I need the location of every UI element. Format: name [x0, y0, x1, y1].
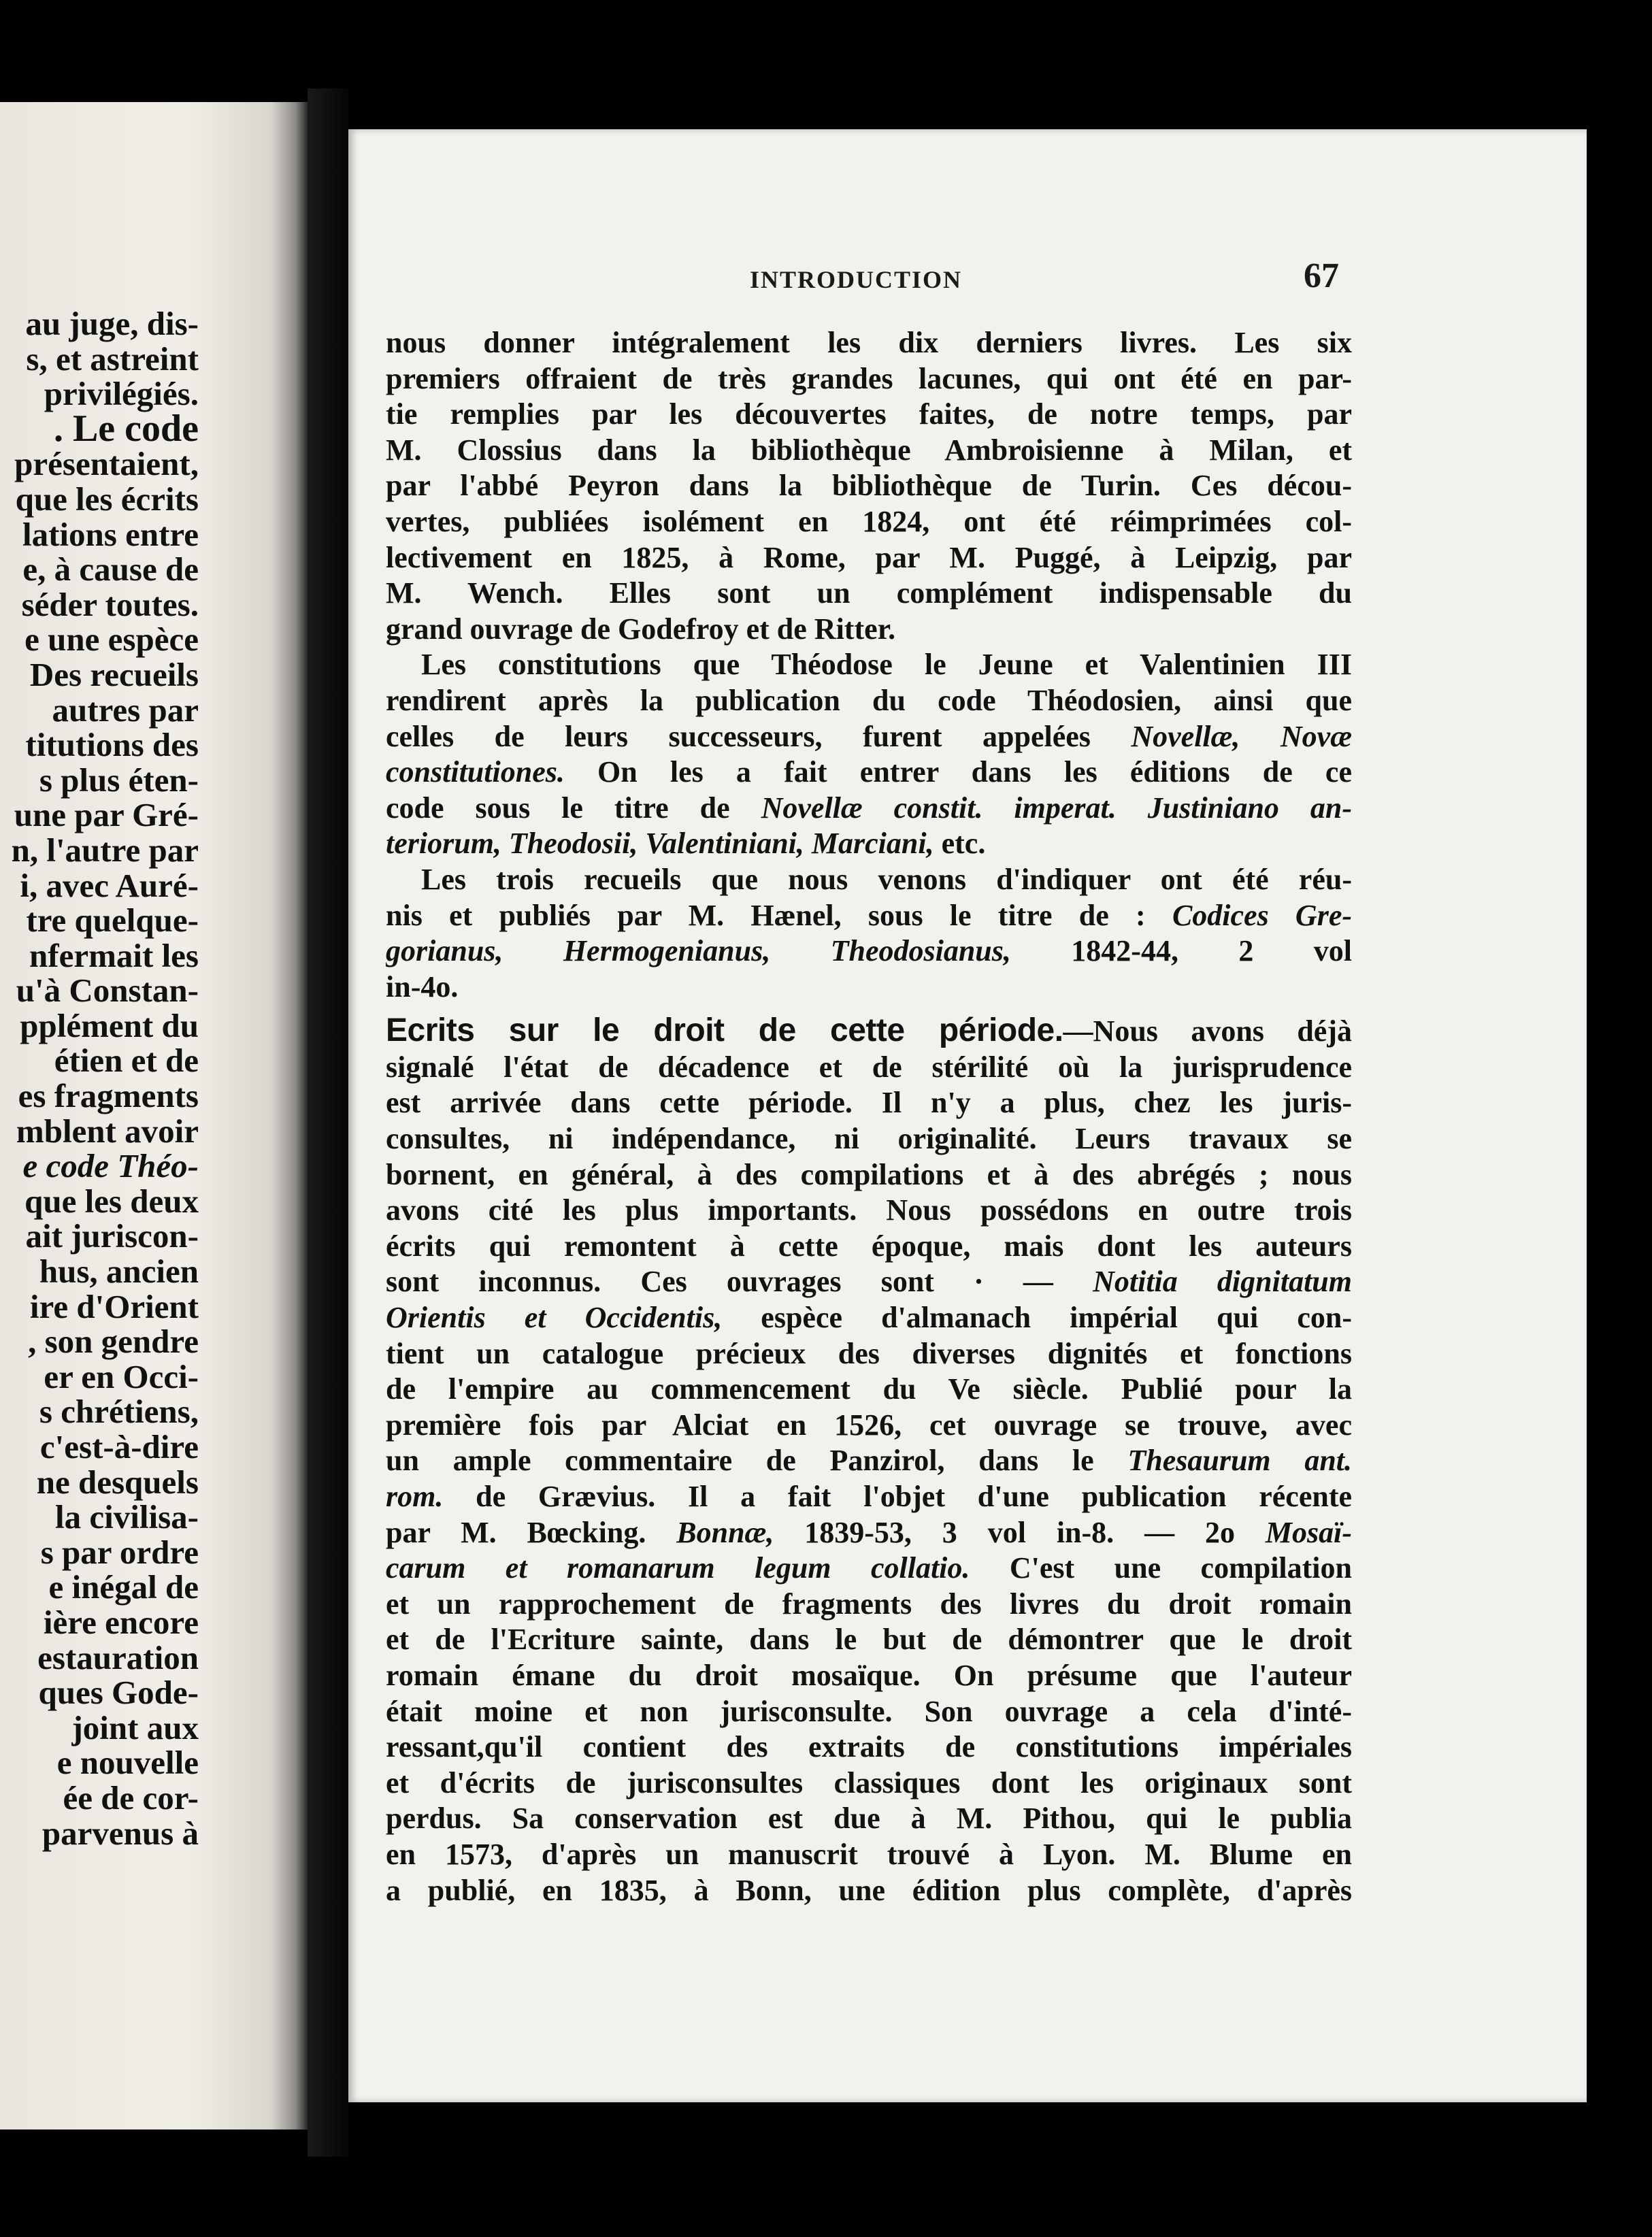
left-line: que les écrits — [15, 480, 199, 518]
text-line: Les constitutions que Théodose le Jeune et Valentinien III — [421, 648, 1352, 682]
text-line: et de l'Ecriture sainte, dans le but de démontrer que le droit — [386, 1623, 1352, 1657]
text-run: de Grævius. Il a fait l'objet d'une publication récente — [443, 1480, 1352, 1513]
left-line: s, et astreint — [26, 339, 199, 378]
left-line: privilégiés. — [44, 375, 199, 413]
left-line: hus, ancien — [39, 1253, 199, 1291]
paragraph-4 — [386, 1013, 1352, 1908]
text-line: romain émane du droit mosaïque. On présume que l'auteur — [386, 1658, 1352, 1692]
text-line: de l'empire au commencement du Ve siècle. Publié pour la — [386, 1372, 1352, 1406]
left-line: estauration — [37, 1638, 199, 1676]
page-number: 67 — [1304, 256, 1339, 295]
left-line: s plus éten- — [39, 761, 199, 799]
left-line: ire d'Orient — [29, 1287, 199, 1325]
left-line: e inégal de — [48, 1568, 199, 1606]
text-line: avons cité les plus importants. Nous possédons en outre trois — [386, 1193, 1352, 1227]
paragraph-3 — [386, 862, 1352, 1005]
italic-run: constitutiones. — [386, 755, 565, 789]
left-line: présentaient, — [14, 445, 199, 483]
left-line: e une espèce — [24, 620, 199, 659]
running-head: INTRODUCTION — [750, 266, 963, 293]
left-line: ne desquels — [36, 1463, 199, 1501]
left-line: titutions des — [25, 726, 199, 764]
text-run: code sous le titre de — [386, 791, 761, 825]
text-line — [386, 1264, 1352, 1300]
italic-run: Codices Gre- — [1172, 898, 1352, 932]
left-line: joint aux — [71, 1708, 199, 1746]
left-line: i, avec Auré- — [20, 866, 199, 904]
left-line: tre quelque- — [26, 901, 199, 940]
left-line: e nouvelle — [56, 1744, 199, 1782]
left-line: u'à Constan- — [16, 972, 199, 1010]
left-line: ait juriscon- — [25, 1217, 199, 1255]
left-line: mblent avoir — [16, 1112, 199, 1150]
left-line: étien et de — [54, 1042, 199, 1080]
text-line — [386, 719, 1352, 755]
left-line: s par ordre — [40, 1533, 199, 1571]
left-line: , son gendre — [28, 1323, 199, 1361]
left-line: e, à cause de — [22, 550, 199, 589]
text-line — [386, 826, 1352, 862]
text-line — [386, 1013, 1352, 1050]
italic-run: Novellæ constit. imperat. Justiniano an- — [761, 791, 1352, 825]
italic-run: gorianus, Hermogenianus, Theodosianus, — [386, 934, 1011, 968]
left-line: séder toutes. — [21, 585, 199, 623]
text-run: sont inconnus. Ces ouvrages sont · — — [386, 1265, 1093, 1299]
paragraph-2 — [386, 647, 1352, 862]
text-line: et d'écrits de jurisconsultes classiques dont les originaux sont — [386, 1766, 1352, 1800]
text-run: On les a fait entrer dans les éditions de ce — [564, 755, 1352, 789]
left-line: s chrétiens, — [39, 1393, 199, 1431]
previous-page-text — [0, 306, 199, 1851]
text-run: espèce d'almanach impérial qui con- — [722, 1301, 1352, 1335]
text-run: par M. Bœcking. — [386, 1515, 677, 1549]
text-line: en 1573, d'après un manuscrit trouvé à Lyon. M. Blume en — [386, 1837, 1352, 1871]
previous-page-fragment — [0, 102, 308, 2130]
text-line: M. Clossius dans la bibliothèque Ambroisienne à Milan, et — [386, 433, 1352, 467]
book-page — [348, 129, 1587, 2102]
italic-run: Mosaï- — [1265, 1515, 1352, 1549]
left-line: es fragments — [18, 1077, 199, 1115]
left-line: Des recueils — [29, 655, 199, 693]
text-line: première fois par Alciat en 1526, cet ouvrage se trouve, avec — [386, 1408, 1352, 1442]
text-line: rendirent après la publication du code Théodosien, ainsi que — [386, 683, 1352, 717]
text-line — [386, 1300, 1352, 1336]
left-line: la civilisa- — [55, 1498, 199, 1536]
text-run: C'est une compilation — [970, 1551, 1352, 1585]
text-line: nous donner intégralement les dix derniers livres. Les six — [386, 326, 1352, 359]
text-run: 1842-44, 2 vol — [1010, 934, 1352, 968]
text-line: tient un catalogue précieux des diverses dignités et fonctions — [386, 1336, 1352, 1370]
text-run: —Nous avons déjà — [1063, 1014, 1352, 1048]
text-line — [386, 1479, 1352, 1515]
text-line: in-4o. — [386, 970, 459, 1004]
text-run: etc. — [934, 827, 986, 861]
text-line: Les trois recueils que nous venons d'indiquer ont été réu- — [421, 862, 1352, 896]
text-run: nis et publiés par M. Hænel, sous le titre de : — [386, 898, 1172, 932]
left-line: c'est-à-dire — [39, 1428, 199, 1465]
text-line: lectivement en 1825, à Rome, par M. Puggé, à Leipzig, par — [386, 540, 1352, 574]
paragraph-1 — [386, 325, 1352, 647]
left-line: ques Gode- — [38, 1674, 199, 1712]
left-line: nfermait les — [29, 936, 199, 974]
text-line: signalé l'état de décadence et de stérilité où la jurisprudence — [386, 1050, 1352, 1084]
text-line: écrits qui remontent à cette époque, mais dont les auteurs — [386, 1229, 1352, 1263]
text-line: était moine et non jurisconsulte. Son ouvrage a cela d'inté- — [386, 1694, 1352, 1728]
page-body — [386, 325, 1352, 1908]
left-line: n, l'autre par — [11, 831, 199, 869]
left-line: une par Gré- — [14, 796, 199, 834]
text-line — [386, 1515, 1352, 1551]
text-line: vertes, publiées isolément en 1824, ont été réimprimées col- — [386, 504, 1352, 538]
left-line: ière encore — [43, 1603, 199, 1641]
text-line: premiers offraient de très grandes lacunes, qui ont été en par- — [386, 361, 1352, 395]
text-line: M. Wench. Elles sont un complément indispensable du — [386, 576, 1352, 610]
text-line — [386, 791, 1352, 827]
italic-run: Thesaurum ant. — [1127, 1444, 1352, 1478]
text-line — [386, 898, 1352, 934]
italic-run: Notitia dignitatum — [1093, 1265, 1352, 1299]
left-line: lations entre — [22, 515, 199, 553]
italic-run: teriorum, Theodosii, Valentiniani, Marciani, — [386, 827, 934, 861]
book-gutter — [308, 88, 348, 2157]
text-line: a publié, en 1835, à Bonn, une édition plus complète, d'après — [386, 1873, 1352, 1907]
text-line: ressant,qu'il contient des extraits de constitutions impériales — [386, 1730, 1352, 1764]
text-line: tie remplies par les découvertes faites, de notre temps, par — [386, 397, 1352, 431]
italic-run: rom. — [386, 1480, 444, 1513]
italic-run: Novellæ, Novæ — [1131, 719, 1352, 753]
text-line: consultes, ni indépendance, ni originalité. Leurs travaux se — [386, 1122, 1352, 1156]
left-line: que les deux — [24, 1182, 199, 1220]
section-heading: Ecrits sur le droit de cette période. — [386, 1013, 1063, 1049]
text-run: celles de leurs successeurs, furent appelées — [386, 719, 1131, 753]
left-line: pplément du — [20, 1006, 199, 1044]
left-line: . Le code — [53, 407, 199, 450]
italic-run: carum et romanarum legum collatio. — [386, 1551, 970, 1585]
text-line — [386, 1443, 1352, 1479]
left-line: parvenus à — [42, 1814, 199, 1852]
text-line: par l'abbé Peyron dans la bibliothèque de Turin. Ces décou- — [386, 469, 1352, 503]
text-line: est arrivée dans cette période. Il n'y a plus, chez les juris- — [386, 1086, 1352, 1120]
left-line: au juge, dis- — [25, 305, 199, 342]
italic-run: Bonnæ, — [676, 1515, 774, 1549]
text-line: grand ouvrage de Godefroy et de Ritter. — [386, 612, 896, 646]
text-run: un ample commentaire de Panzirol, dans le — [386, 1444, 1128, 1478]
left-line: e code Théo- — [22, 1147, 199, 1185]
text-line — [386, 1551, 1352, 1587]
left-line: autres par — [52, 691, 199, 729]
text-line — [386, 933, 1352, 970]
text-run: 1839-53, 3 vol in-8. — 2o — [774, 1515, 1266, 1549]
left-line: er en Occi- — [44, 1357, 199, 1395]
text-line: bornent, en général, à des compilations et à des abrégés ; nous — [386, 1157, 1352, 1191]
left-line: ée de cor- — [63, 1778, 199, 1817]
text-line: perdus. Sa conservation est due à M. Pithou, qui le publia — [386, 1802, 1352, 1836]
text-line — [386, 755, 1352, 791]
text-line: et un rapprochement de fragments des livres du droit romain — [386, 1587, 1352, 1621]
italic-run: Orientis et Occidentis, — [386, 1301, 723, 1335]
